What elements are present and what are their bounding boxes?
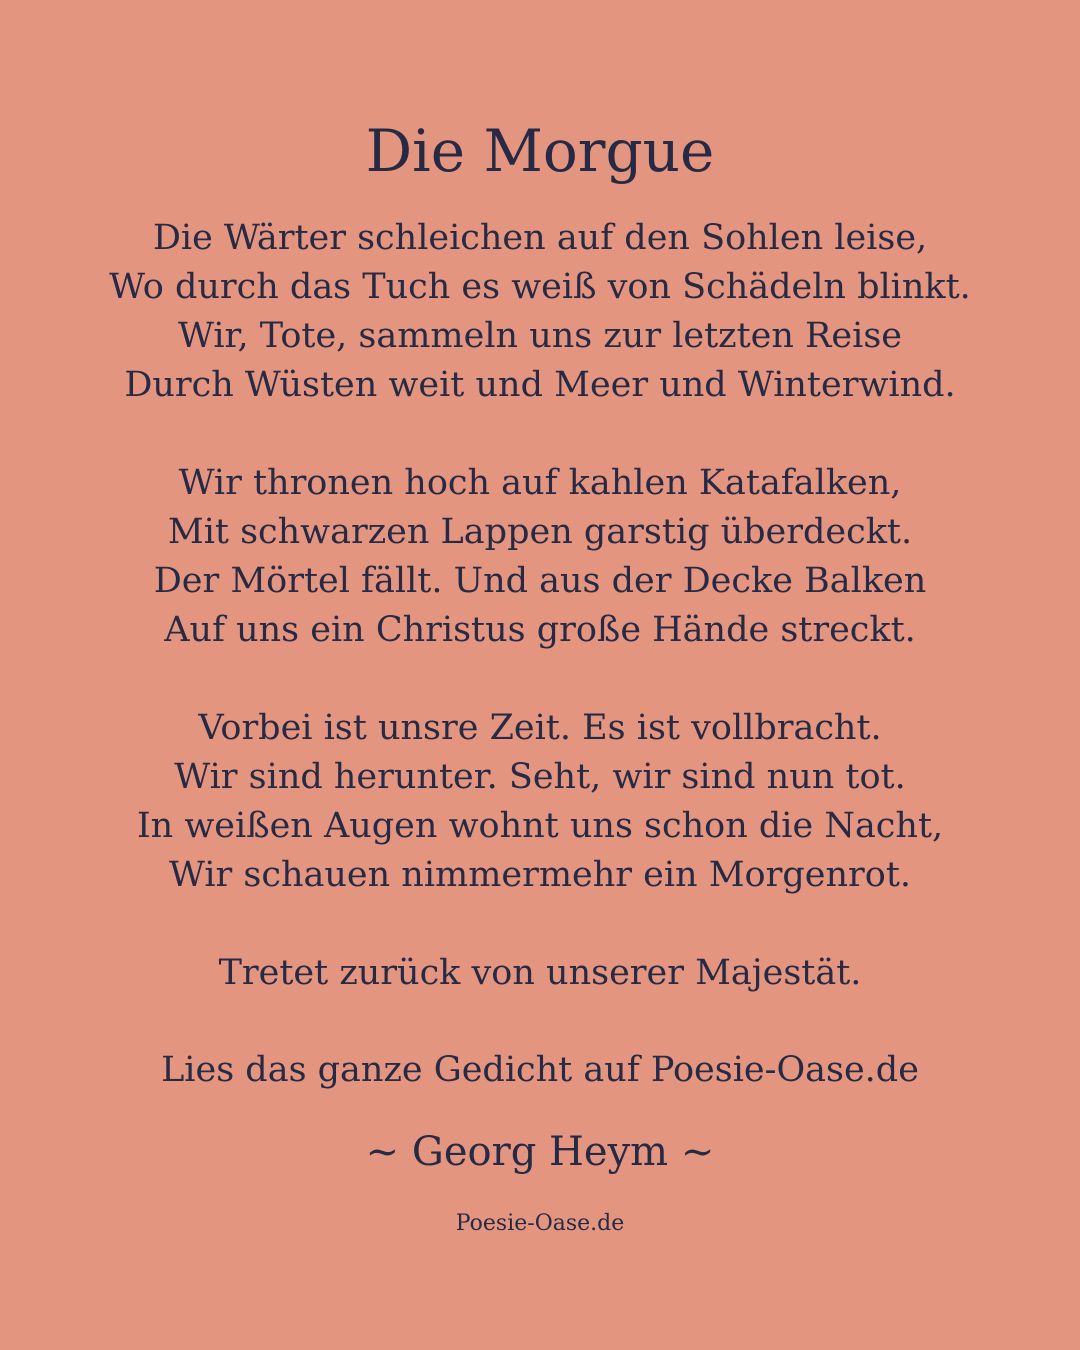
stanza-2 [0, 459, 1080, 655]
stanza-3 [0, 704, 1080, 900]
poem-line: Wir schauen nimmermehr ein Morgenrot. [168, 855, 912, 895]
poem-line: Tretet zurück von unserer Majestät. [218, 953, 862, 993]
read-full-poem-text: Lies das ganze Gedicht auf Poesie-Oase.de [161, 1050, 919, 1090]
author-name: ~ Georg Heym ~ [365, 1129, 715, 1175]
poem-line: Wir sind herunter. Seht, wir sind nun tot. [174, 757, 906, 797]
poem-line: Auf uns ein Christus große Hände streckt. [164, 610, 916, 650]
poem-line: In weißen Augen wohnt uns schon die Nacht, [136, 806, 944, 846]
poem-line: Der Mörtel fällt. Und aus der Decke Balken [153, 561, 927, 601]
poem-line: Wo durch das Tuch es weiß von Schädeln blinkt. [109, 267, 971, 307]
poem-line: Durch Wüsten weit und Meer und Winterwind. [124, 365, 956, 405]
poem-line: Wir thronen hoch auf kahlen Katafalken, [178, 463, 902, 503]
poem-line: Vorbei ist unsre Zeit. Es ist vollbracht. [198, 708, 882, 748]
site-watermark: Poesie-Oase.de [455, 1211, 625, 1236]
poem-body [0, 214, 1080, 1047]
stanza-4 [0, 949, 1080, 998]
poem-line: Die Wärter schleichen auf den Sohlen leise, [152, 218, 928, 258]
poem-title: Die Morgue [365, 117, 715, 185]
poem-line: Mit schwarzen Lappen garstig überdeckt. [167, 512, 913, 552]
stanza-1 [0, 214, 1080, 410]
poem-line: Wir, Tote, sammeln uns zur letzten Reise [178, 316, 902, 356]
